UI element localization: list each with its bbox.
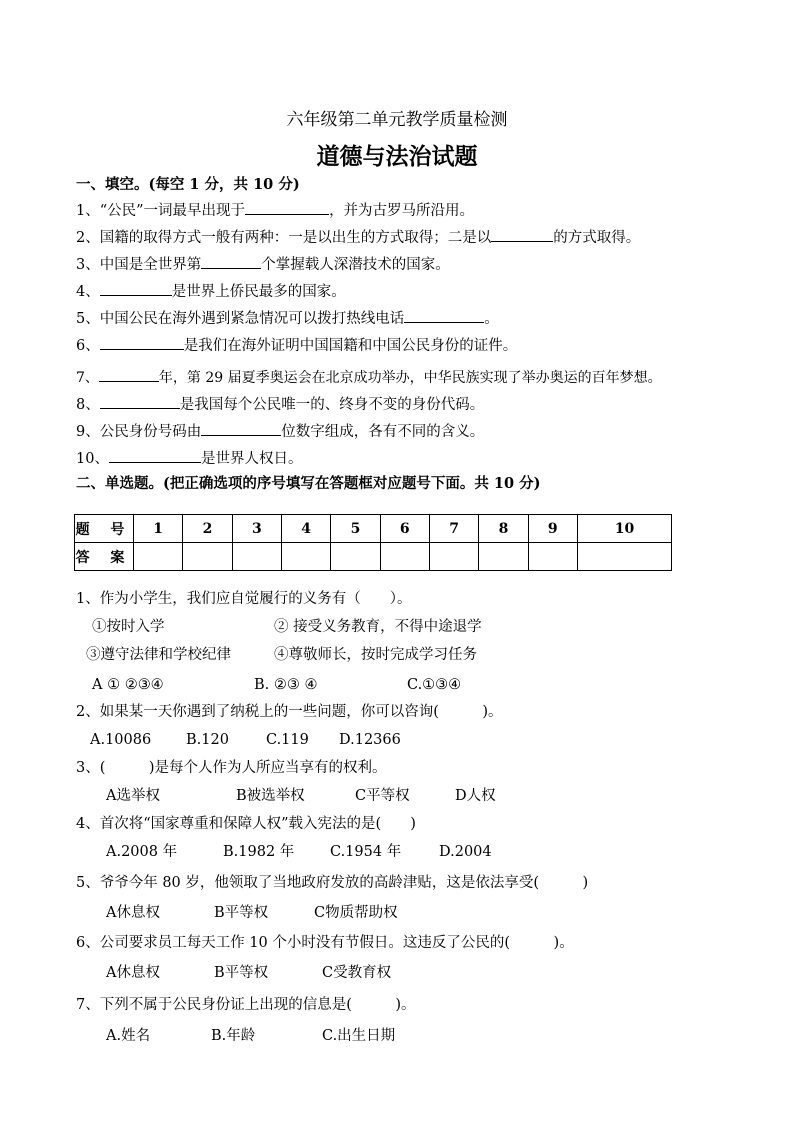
question-6-choice[interactable]: A休息权 bbox=[106, 965, 160, 981]
fill-item-text: 10、 bbox=[76, 451, 109, 467]
question-number-cell: 1 bbox=[134, 515, 183, 543]
fill-item-5 bbox=[76, 308, 499, 329]
question-6-choice[interactable]: B平等权 bbox=[214, 965, 269, 981]
question-2-choice[interactable]: A.10086 bbox=[90, 732, 152, 748]
fill-item-text: ，并为古罗马所沿用。 bbox=[329, 203, 475, 219]
answer-cell[interactable] bbox=[479, 543, 528, 571]
fill-item-text: 的方式取得。 bbox=[553, 230, 641, 246]
exam-subtitle: 六年级第二单元教学质量检测 bbox=[286, 110, 508, 130]
fill-item-text: 1、“公民”一词最早出现于 bbox=[76, 203, 246, 219]
question-6-stem: 6、公司要求员工每天工作 10 个小时没有节假日。这违反了公民的( )。 bbox=[76, 935, 574, 951]
question-3-choice[interactable]: C平等权 bbox=[355, 788, 410, 804]
question-2-choice[interactable]: D.12366 bbox=[339, 732, 401, 748]
question-number-cell: 7 bbox=[429, 515, 478, 543]
fill-item-text: 是世界人权日。 bbox=[200, 451, 303, 467]
question-7-choice[interactable]: B.年龄 bbox=[211, 1028, 256, 1044]
answer-cell[interactable] bbox=[380, 543, 429, 571]
fill-item-4 bbox=[76, 281, 346, 302]
answer-blank[interactable] bbox=[99, 367, 159, 382]
answer-cell[interactable] bbox=[183, 543, 232, 571]
fill-item-6 bbox=[76, 335, 517, 356]
question-1-stem: 1、作为小学生，我们应自觉履行的义务有（ ）。 bbox=[76, 591, 412, 607]
question-2-choice[interactable]: B.120 bbox=[186, 732, 229, 748]
question-3-choice[interactable]: D人权 bbox=[455, 788, 496, 804]
question-6-choice[interactable]: C受教育权 bbox=[322, 965, 392, 981]
question-4-stem: 4、首次将“国家尊重和保障人权”载入宪法的是( ) bbox=[76, 816, 416, 832]
question-5-stem: 5、爷爷今年 80 岁，他领取了当地政府发放的高龄津贴，这是依法享受( ) bbox=[76, 875, 589, 891]
answer-table bbox=[74, 514, 672, 571]
question-number-cell: 9 bbox=[528, 515, 577, 543]
question-number-cell: 6 bbox=[380, 515, 429, 543]
fill-item-text: 4、 bbox=[76, 284, 100, 300]
section1-heading: 一、填空。(每空 1 分，共 10 分) bbox=[76, 176, 300, 193]
answer-cell[interactable] bbox=[429, 543, 478, 571]
question-2-choice[interactable]: C.119 bbox=[266, 732, 309, 748]
question-1-option: ④尊敬师长，按时完成学习任务 bbox=[274, 647, 477, 663]
fill-item-8 bbox=[76, 394, 484, 415]
answer-table-row-label: 答 案 bbox=[75, 543, 134, 571]
question-number-cell: 4 bbox=[281, 515, 330, 543]
fill-item-text: 是世界上侨民最多的国家。 bbox=[171, 284, 346, 300]
question-3-choice[interactable]: B被选举权 bbox=[236, 788, 305, 804]
section2-heading: 二、单选题。(把正确选项的序号填写在答题框对应题号下面。共 10 分) bbox=[76, 475, 541, 492]
question-number-cell: 2 bbox=[183, 515, 232, 543]
question-1-option: ③遵守法律和学校纪律 bbox=[86, 647, 231, 663]
fill-item-text: 3、中国是全世界第 bbox=[76, 257, 202, 273]
fill-item-text: 7、 bbox=[76, 370, 99, 386]
answer-blank[interactable] bbox=[201, 254, 261, 269]
question-number-cell: 5 bbox=[331, 515, 380, 543]
fill-item-text: 6、 bbox=[76, 338, 100, 354]
answer-blank[interactable] bbox=[491, 227, 553, 242]
question-5-choice[interactable]: A休息权 bbox=[106, 905, 160, 921]
fill-item-text: 个掌握载人深潜技术的国家。 bbox=[261, 257, 450, 273]
question-3-choice[interactable]: A选举权 bbox=[106, 788, 160, 804]
fill-item-2 bbox=[76, 227, 640, 248]
answer-cell[interactable] bbox=[331, 543, 380, 571]
question-1-option: ①按时入学 bbox=[92, 619, 165, 635]
question-number-cell: 10 bbox=[577, 515, 671, 543]
fill-item-text: 。 bbox=[484, 311, 499, 327]
question-1-choice-a[interactable]: A ① ②③④ bbox=[92, 677, 164, 693]
question-7-stem: 7、下列不属于公民身份证上出现的信息是( )。 bbox=[76, 997, 416, 1013]
question-number-cell: 3 bbox=[232, 515, 281, 543]
answer-table-header-row bbox=[75, 515, 672, 543]
fill-item-10 bbox=[76, 448, 302, 469]
answer-cell[interactable] bbox=[232, 543, 281, 571]
answer-table-answer-row bbox=[75, 543, 672, 571]
fill-item-text: 9、公民身份号码由 bbox=[76, 424, 202, 440]
fill-item-text: 5、中国公民在海外遇到紧急情况可以拨打热线电话 bbox=[76, 311, 405, 327]
fill-item-text: 位数字组成，各有不同的含义。 bbox=[281, 424, 485, 440]
fill-item-text: 年，第 29 届夏季奥运会在北京成功举办，中华民族实现了举办奥运的百年梦想。 bbox=[158, 370, 662, 386]
question-4-choice[interactable]: B.1982 年 bbox=[223, 844, 295, 860]
answer-cell[interactable] bbox=[528, 543, 577, 571]
question-number-cell: 8 bbox=[479, 515, 528, 543]
question-7-choice[interactable]: C.出生日期 bbox=[322, 1028, 396, 1044]
question-2-stem: 2、如果某一天你遇到了纳税上的一些问题，你可以咨询( )。 bbox=[76, 704, 503, 720]
answer-blank[interactable] bbox=[100, 335, 184, 350]
question-5-choice[interactable]: C物质帮助权 bbox=[314, 905, 398, 921]
answer-table-row-label: 题 号 bbox=[75, 515, 134, 543]
answer-blank[interactable] bbox=[201, 421, 281, 436]
question-1-choice-b[interactable]: B. ②③ ④ bbox=[254, 677, 318, 693]
answer-cell[interactable] bbox=[577, 543, 671, 571]
answer-blank[interactable] bbox=[404, 308, 484, 323]
question-4-choice[interactable]: C.1954 年 bbox=[330, 844, 402, 860]
question-1-choice-c[interactable]: C.①③④ bbox=[407, 677, 462, 693]
fill-item-text: 2、国籍的取得方式一般有两种：一是以出生的方式取得；二是以 bbox=[76, 230, 492, 246]
answer-cell[interactable] bbox=[281, 543, 330, 571]
question-7-choice[interactable]: A.姓名 bbox=[106, 1028, 151, 1044]
fill-item-text: 8、 bbox=[76, 397, 100, 413]
answer-blank[interactable] bbox=[245, 200, 329, 215]
question-3-stem: 3、( )是每个人作为人所应当享有的权利。 bbox=[76, 760, 387, 776]
question-4-choice[interactable]: A.2008 年 bbox=[106, 844, 178, 860]
exam-title: 道德与法治试题 bbox=[316, 143, 478, 170]
fill-item-1 bbox=[76, 200, 474, 221]
answer-blank[interactable] bbox=[109, 448, 201, 463]
fill-item-7 bbox=[76, 367, 662, 388]
fill-item-9 bbox=[76, 421, 484, 442]
question-5-choice[interactable]: B平等权 bbox=[214, 905, 269, 921]
answer-cell[interactable] bbox=[134, 543, 183, 571]
fill-item-3 bbox=[76, 254, 450, 275]
fill-item-text: 是我们在海外证明中国国籍和中国公民身份的证件。 bbox=[183, 338, 518, 354]
answer-blank[interactable] bbox=[100, 394, 180, 409]
question-4-choice[interactable]: D.2004 bbox=[439, 844, 492, 860]
answer-blank[interactable] bbox=[100, 281, 172, 296]
fill-item-text: 是我国每个公民唯一的、终身不变的身份代码。 bbox=[179, 397, 485, 413]
question-1-option: ② 接受义务教育，不得中途退学 bbox=[274, 619, 482, 635]
